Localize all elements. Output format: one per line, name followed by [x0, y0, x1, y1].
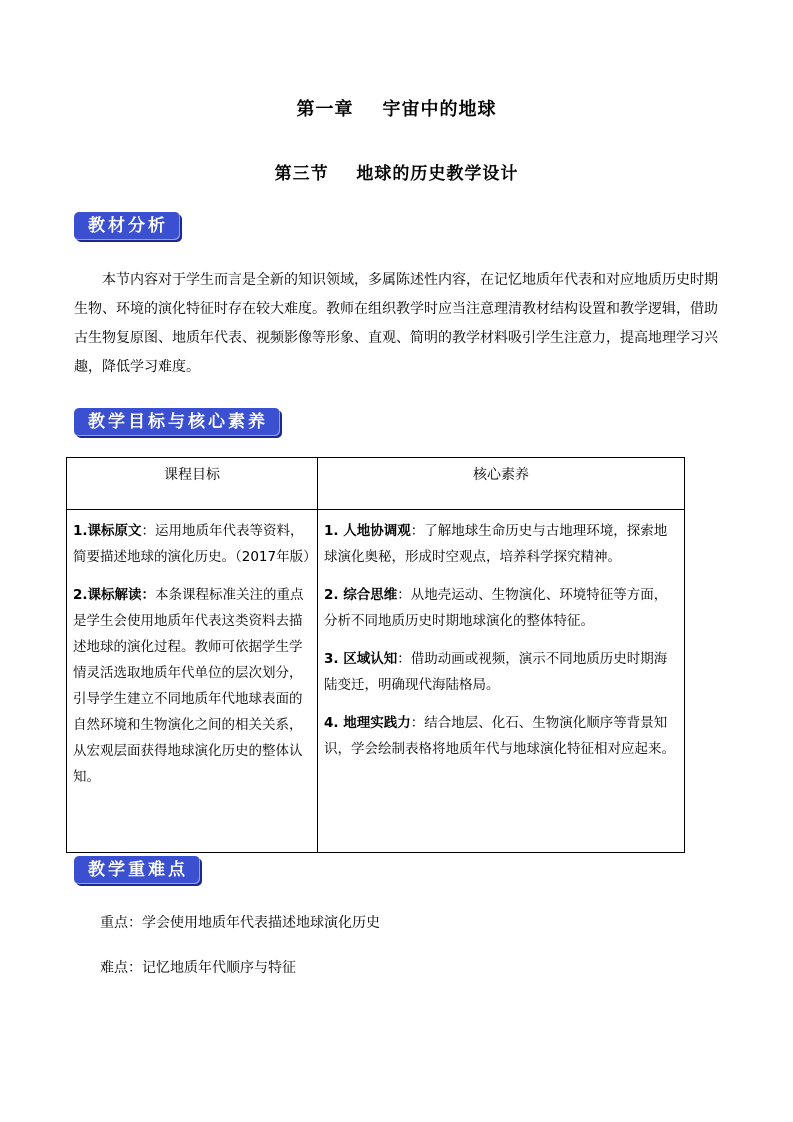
literacy-item-text: ：了解地球生命历史与古地理环境，探索地球演化奥秘，形成时空观点，培养科学探究精神。: [324, 523, 668, 565]
literacy-item: [324, 518, 678, 570]
literacy-item: [324, 582, 678, 634]
literacy-item-label: 2. 综合思维: [324, 587, 398, 603]
goal-item-text: 本条课程标准关注的重点是学生会使用地质年代表这类资料去描述地球的演化过程。教师可依据学生学情灵活选取地质年代单位的层次划分，引导学生建立不同地质年代地球表面的自然环境和生物演化之间的相关关系，从宏观层面获得地球演化历史的整体认知。: [73, 587, 304, 785]
literacy-item-text: ：从地壳运动、生物演化、环境特征等方面，分析不同地质历史时期地球演化的整体特征。: [324, 587, 668, 629]
goal-item-label: 2.课标解读：: [73, 587, 156, 603]
literacy-item-label: 3. 区域认知: [324, 651, 398, 667]
header-core-literacy: 核心素养: [318, 458, 685, 510]
key-point-text: 重点：学会使用地质年代表描述地球演化历史: [100, 915, 380, 931]
goal-item: [73, 518, 317, 570]
table-header-row: [67, 458, 685, 510]
literacy-item: [324, 646, 678, 698]
core-literacy-cell: [318, 510, 685, 853]
literacy-item-text: ：结合地层、化石、生物演化顺序等背景知识，学会绘制表格将地质年代与地球演化特征相对应起来。: [324, 715, 675, 757]
objectives-heading: 教学目标与核心素养: [74, 408, 280, 436]
literacy-item-label: 4. 地理实践力: [324, 715, 411, 731]
course-goals-cell: [67, 510, 318, 853]
section-title: 第三节 地球的历史教学设计: [274, 164, 519, 184]
literacy-item-label: 1. 人地协调观: [324, 523, 411, 539]
chapter-title: 第一章 宇宙中的地球: [296, 99, 497, 120]
difficult-point-text: 难点：记忆地质年代顺序与特征: [100, 960, 296, 976]
goal-item-label: 1.课标原文: [73, 523, 142, 539]
goal-item: [73, 582, 311, 790]
material-analysis-heading: 教材分析: [74, 212, 180, 240]
table-row: [67, 510, 685, 853]
key-points-heading: 教学重难点: [74, 856, 200, 884]
header-course-goals: 课程目标: [67, 458, 318, 510]
literacy-item-text: ：借助动画或视频，演示不同地质历史时期海陆变迁，明确现代海陆格局。: [324, 651, 668, 693]
literacy-item: [324, 710, 678, 762]
objectives-table: [66, 457, 685, 853]
goal-item-text: ：运用地质年代表等资料，简要描述地球的演化历史。（2017年版）: [73, 523, 317, 565]
material-analysis-body: 本节内容对于学生而言是全新的知识领域，多属陈述性内容，在记忆地质年代表和对应地质历史时期生物、环境的演化特征时存在较大难度。教师在组织教学时应当注意理清教材结构设置和教学逻辑，借助古生物复原图、地质年代表、视频影像等形象、直观、简明的教学材料吸引学生注意力，提高地理学习兴趣，降低学习难度。: [74, 272, 718, 375]
